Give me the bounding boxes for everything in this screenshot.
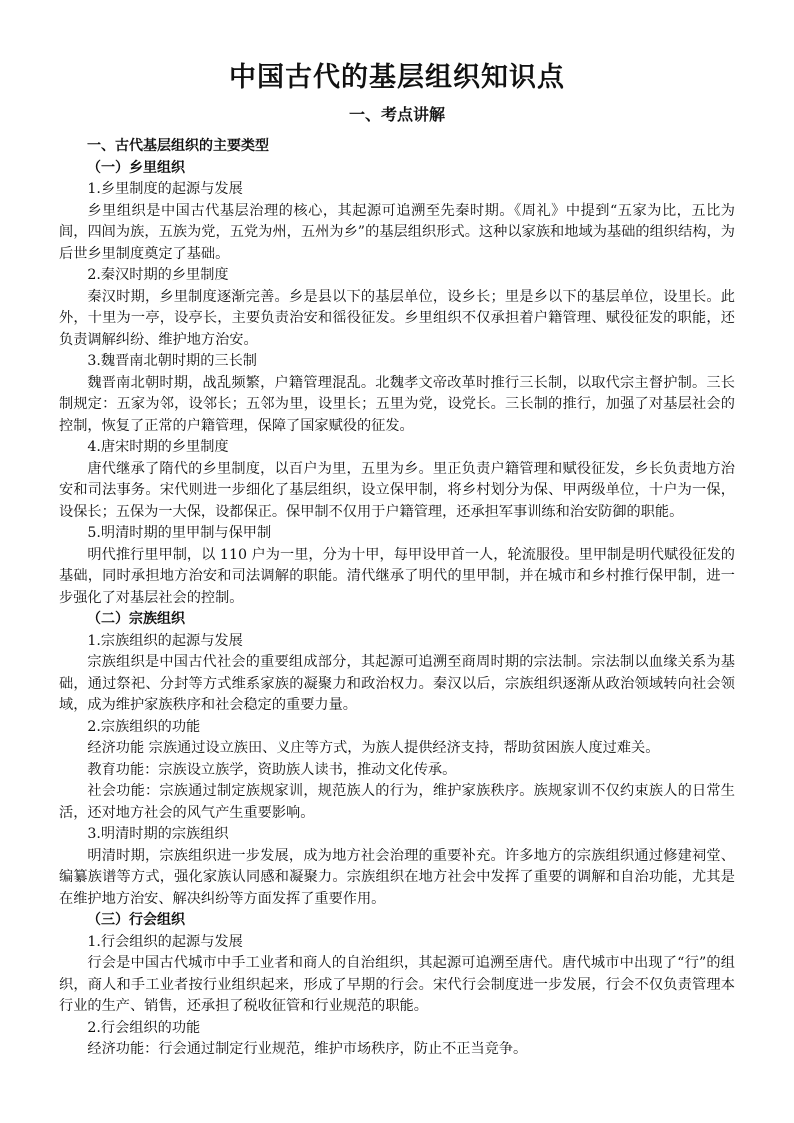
paragraph: 秦汉时期，乡里制度逐渐完善。乡是县以下的基层单位，设乡长；里是乡以下的基层单位，设里长。此外，十里为一亭，设亭长，主要负责治安和徭役征发。乡里组织不仅承担着户籍管理、赋役征发的职能，还负责调解纠纷、维护地方治安。 [59,288,735,348]
paragraph: 经济功能：行会通过制定行业规范，维护市场秩序，防止不正当竞争。 [87,1041,528,1057]
paragraph: 明清时期，宗族组织进一步发展，成为地方社会治理的重要补充。许多地方的宗族组织通过修建祠堂、编纂族谱等方式，强化家族认同感和凝聚力。宗族组织在地方社会中发挥了重要的调解和自治功能，尤其是在维护地方治安、解决纠纷等方面发挥了重要作用。 [59,847,735,907]
paragraph: 教育功能：宗族设立族学，资助族人读书，推动文化传承。 [87,761,457,778]
item-title: 1.宗族组织的起源与发展 [87,632,243,649]
section-subtitle: 一、考点讲解 [348,105,445,124]
item-title: 2.行会组织的功能 [87,1019,201,1036]
item-title: 3.明清时期的宗族组织 [87,826,229,842]
subsection-heading-zongzu: （二）宗族组织 [87,611,185,627]
item-title: 1.乡里制度的起源与发展 [87,181,243,197]
item-title: 2.秦汉时期的乡里制度 [87,267,229,283]
item-title: 5.明清时期的里甲制与保甲制 [87,525,272,541]
item-title: 4.唐宋时期的乡里制度 [87,439,229,455]
section-heading: 一、古代基层组织的主要类型 [87,138,269,154]
paragraph: 明代推行里甲制，以 110 户为一里，分为十甲，每甲设甲首一人，轮流服役。里甲制是明代赋役征发的基础，同时承担地方治安和司法调解的职能。清代继承了明代的里甲制，并在城市和乡村推行保甲制，进一步强化了对基层社会的控制。 [59,546,735,606]
paragraph: 乡里组织是中国古代基层治理的核心，其起源可追溯至先秦时期。《周礼》中提到“五家为比，五比为闾，四闾为族，五族为党，五党为州，五州为乡”的基层组织形式。这种以家族和地域为基础的组织结构，为后世乡里制度奠定了基础。 [59,202,735,262]
paragraph: 经济功能 宗族通过设立族田、义庄等方式，为族人提供经济支持，帮助贫困族人度过难关。 [87,740,660,756]
paragraph: 社会功能：宗族通过制定族规家训，规范族人的行为，维护家族秩序。族规家训不仅约束族人的日常生活，还对地方社会的风气产生重要影响。 [59,783,735,821]
paragraph: 魏晋南北朝时期，战乱频繁，户籍管理混乱。北魏孝文帝改革时推行三长制，以取代宗主督护制。三长制规定：五家为邻，设邻长；五邻为里，设里长；五里为党，设党长。三长制的推行，加强了对基层社会的控制，恢复了正常的户籍管理，保障了国家赋役的征发。 [59,374,735,434]
paragraph: 宗族组织是中国古代社会的重要组成部分，其起源可追溯至商周时期的宗法制。宗法制以血缘关系为基础，通过祭祀、分封等方式维系家族的凝聚力和政治权力。秦汉以后，宗族组织逐渐从政治领域转向社会领域，成为维护家族秩序和社会稳定的重要力量。 [59,654,735,713]
paragraph: 唐代继承了隋代的乡里制度，以百户为里，五里为乡。里正负责户籍管理和赋役征发，乡长负责地方治安和司法事务。宋代则进一步细化了基层组织，设立保甲制，将乡村划分为保、甲两级单位，十户为一保，设保长；五保为一大保，设都保正。保甲制不仅用于户籍管理，还承担军事训练和治安防御的职能。 [59,460,735,520]
subsection-heading-hanghui: （三）行会组织 [87,912,185,928]
subsection-heading-xiangli: （一）乡里组织 [87,159,185,176]
page-title: 中国古代的基层组织知识点 [229,62,565,93]
paragraph: 行会是中国古代城市中手工业者和商人的自治组织，其起源可追溯至唐代。唐代城市中出现了“行”的组织，商人和手工业者按行业组织起来，形成了早期的行会。宋代行会制度进一步发展，行会不仅负责管理本行业的生产、销售，还承担了税收征管和行业规范的职能。 [59,955,735,1014]
item-title: 1.行会组织的起源与发展 [87,933,243,950]
item-title: 3.魏晋南北朝时期的三长制 [87,353,257,369]
item-title: 2.宗族组织的功能 [87,718,201,735]
